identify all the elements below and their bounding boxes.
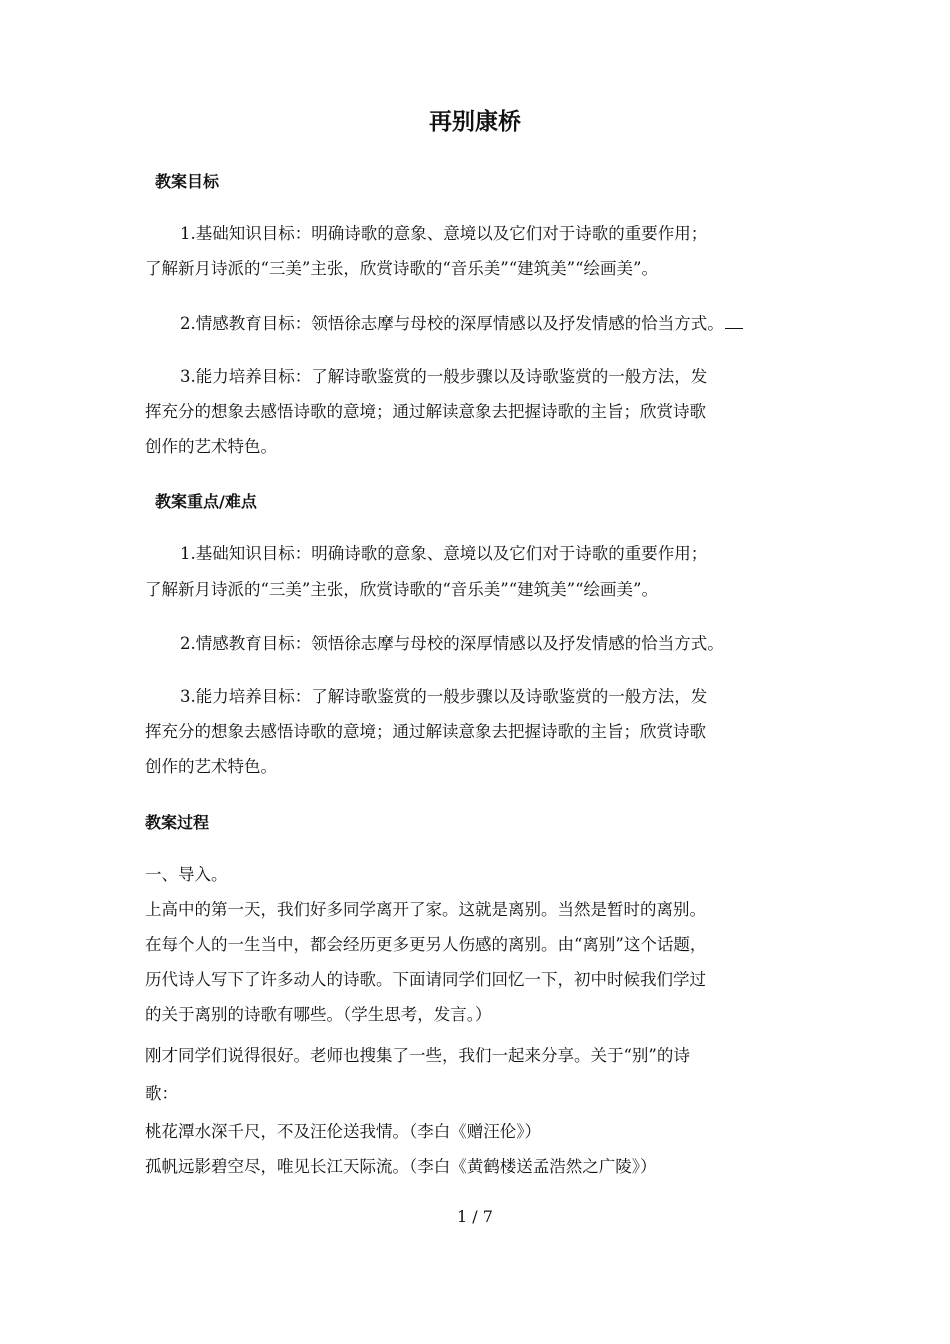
process-line: 刚才同学们说得很好。老师也搜集了一些，我们一起来分享。关于“别”的诗: [145, 1046, 690, 1065]
goals-p3-line3: 创作的艺术特色。: [145, 437, 277, 456]
focus-p3-line3: 创作的艺术特色。: [145, 757, 277, 776]
section-heading-goals: 教案目标: [155, 172, 220, 191]
process-line: 歌：: [145, 1084, 178, 1103]
process-line: 孤帆远影碧空尽，唯见长江天际流。（李白《黄鹤楼送孟浩然之广陵》）: [145, 1157, 657, 1176]
focus-p2-line1: 2.情感教育目标：领悟徐志摩与母校的深厚情感以及抒发情感的恰当方式。: [180, 634, 724, 653]
blank-underline: [725, 312, 743, 329]
section-heading-focus: 教案重点/难点: [155, 492, 257, 511]
process-line: 上高中的第一天，我们好多同学离开了家。这就是离别。当然是暂时的离别。: [145, 900, 706, 919]
document-title: 再别康桥: [429, 109, 521, 135]
focus-p3-line1: 3.能力培养目标：了解诗歌鉴赏的一般步骤以及诗歌鉴赏的一般方法，发: [180, 687, 708, 706]
process-line: 桃花潭水深千尺，不及汪伦送我情。（李白《赠汪伦》）: [145, 1122, 541, 1141]
page-indicator: 1 / 7: [457, 1207, 493, 1226]
process-line: 历代诗人写下了许多动人的诗歌。下面请同学们回忆一下，初中时候我们学过: [145, 970, 706, 989]
process-line: 的关于离别的诗歌有哪些。（学生思考，发言。）: [145, 1005, 492, 1024]
goals-p3-line1: 3.能力培养目标：了解诗歌鉴赏的一般步骤以及诗歌鉴赏的一般方法，发: [180, 367, 708, 386]
goals-p1-line1: 1.基础知识目标：明确诗歌的意象、意境以及它们对于诗歌的重要作用；: [180, 224, 708, 243]
process-line: 在每个人的一生当中，都会经历更多更另人伤感的离别。由“离别”这个话题，: [145, 935, 707, 954]
goals-p3-line2: 挥充分的想象去感悟诗歌的意境；通过解读意象去把握诗歌的主旨；欣赏诗歌: [145, 402, 706, 421]
focus-p3-line2: 挥充分的想象去感悟诗歌的意境；通过解读意象去把握诗歌的主旨；欣赏诗歌: [145, 722, 706, 741]
section-heading-process: 教案过程: [145, 813, 210, 832]
goals-p1-line2: 了解新月诗派的“三美”主张，欣赏诗歌的“音乐美”“建筑美”“绘画美”。: [145, 259, 658, 278]
focus-p1-line2: 了解新月诗派的“三美”主张，欣赏诗歌的“音乐美”“建筑美”“绘画美”。: [145, 580, 658, 599]
process-line: 一、导入。: [145, 865, 228, 884]
focus-p1-line1: 1.基础知识目标：明确诗歌的意象、意境以及它们对于诗歌的重要作用；: [180, 544, 708, 563]
goals-p2-line1: [180, 312, 743, 336]
goals-p2-text: 2.情感教育目标：领悟徐志摩与母校的深厚情感以及抒发情感的恰当方式。: [180, 314, 724, 333]
